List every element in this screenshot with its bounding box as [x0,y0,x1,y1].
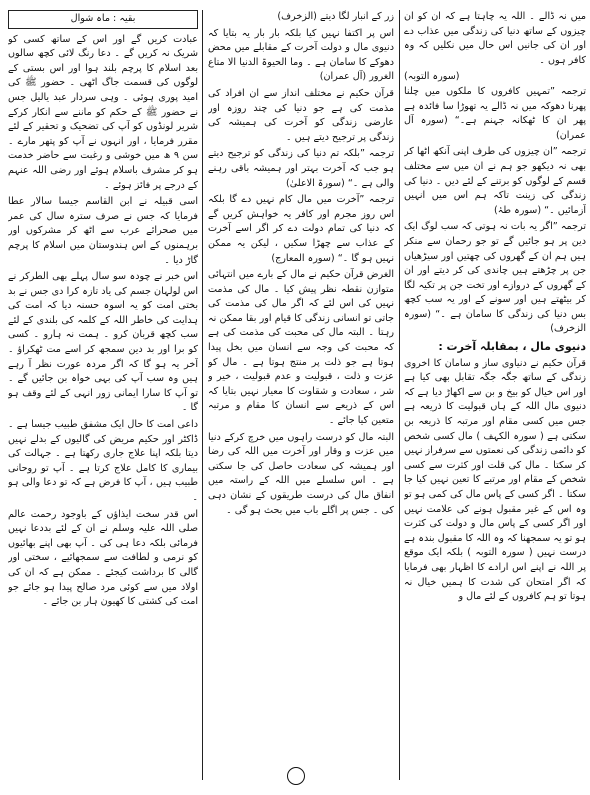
paragraph: البتہ مال کو درست راہوں میں خرچ کرکے دنیا میں عزت و وقار اور آخرت میں اللہ کی رضا اور ہمیشہ کی سعادت حاصل کی جا سکتی ہے ۔ اس سلسلے میں اللہ کے راستہ میں انفاق مال کی درست طریقوں کے نشان دہی کی ۔ جس پر اگلے باب میں بحث ہو گی ۔ [208,431,394,516]
paragraph: ترجمہ ”آخرت میں مال کام نہیں دے گا بلکہ اس روز مجرم اور کافر یہ خواہش کریں گے کہ دنیا کی تمام دولت دے کر اگر اسے آخرت کے عذاب سے چھڑا سکیں ، لیکن یہ ممکن نہیں ہو گا ۔“ (سورہ المعارج) [208,194,394,264]
citation: (سورہ التوبہ) [404,71,460,83]
paragraph: قرآن حکیم نے مختلف انداز سے ان افراد کی مذمت کی ہے جو دنیا کی چند روزہ اور عارضی زندگی کو آخرت کی ہمیشہ کی زندگی پر ترجیح دیتے ہیں ۔ [208,87,394,143]
paragraph: الغرض قرآن حکیم نے مال کے بارے میں انتہائی متوازن نقطہ نظر پیش کیا ۔ مال کی مذمت نہیں کی اس لئے کہ اگر مال کی مذمت کی جاتی تو انسانی زندگی کا قیام اور بقا ممکن نہ رہتا ۔ البتہ مال کی محبت کی مذمت کی ہے کہ محبت کی وجہ سے انسان میں بخل پیدا ہوتا ہے جو ذلت پر منتج ہوتا ہے ۔ مال کو عزت و ذلت ، قبولیت و عدم قبولیت ، خیر و شر ، سعادت و شقاوت کا معیار نہیں بتایا کہ اس کے ذریعے سے انسان کا مقام و مرتبہ متعین کیا جائے ۔ [208,269,394,427]
column-right [404,10,586,775]
column-divider [399,10,400,780]
page-number-circle [287,767,305,785]
paragraph: اس قدر سخت ایذاؤں کے باوجود رحمت عالم صلی اللہ علیہ وسلم نے ان کے لئے بددعا نہیں فرمائی بلکہ دعا ہی کی ۔ آپ بھی اپنے بھائیوں کو نرمی و لطافت سے سمجھائیے ، سختی اور گالی کا برداشت کیجئے ۔ ممکن ہے کہ ان کی اولاد میں سے کوئی مرد صالح پیدا ہو جائے جو امت کی کشتی کا کھیون ہار بن جائے ۔ [8,508,198,608]
paragraph: قرآن حکیم نے دنیاوی ساز و سامان کا اخروی زندگی کے ساتھ جگہ جگہ تقابل بھی کیا ہے اور اس خیال کو بیخ و بن سے اکھاڑ دیا ہے کہ دنیوی مال اللہ کے ہاں قبولیت کا ذریعہ ہے جس میں کسی مقام اور مرتبہ کا ذریعہ بن سکتی ہے ( سورہ الکہف ) مال کسی شخص کو دائمی زندگی کی نعمتوں سے سرفراز نہیں کر سکتا ۔ مال کی قلت اور کثرت سے کسی شخص کے مقام اور مرتبے کا تعین نہیں کیا جا سکتا ۔ اگر کسی کے پاس مال کی کمی ہو تو وہ اس کے غیر مقبول ہونے کی علامت نہیں اور اگر کسی کے پاس مال و دولت کی کثرت ہو تو یہ سمجھنا کہ وہ اللہ کا مقبول بندہ ہے درست نہیں ( سورہ التوبہ ) بلکہ ایک موقع پر اللہ نے اپنے اس ارادے کا اظہار بھی فرمایا کہ اگر امتحان کی شدت کا ہمیں خیال نہ ہوتا تو ہم کافروں کے لئے مال و [404,357,586,603]
column-divider [202,10,203,780]
paragraph: عبادت کریں گے اور اس کے ساتھ کسی کو شریک نہ کریں گے ۔ دعا رنگ لائی کچھ سالوں بعد اسلام کا پرچم بلند ہوا اور اس بستی کے لوگوں کی قسمت جاگ اٹھی ۔ حضور ﷺ کی امید پوری ہوئی ۔ وہی سردار عبد یالیل جس نے حضور ﷺ کے حکم کو ماننے سے انکار کرکے شریر لونڈوں کو آپ کی تضحیک و تحقیر کے لئے مقرر فرمایا ، اور انہوں نے آپ کو پتھر مارے ۔ سن ۹ ھ میں خوشی و رغبت سے حاضر خدمت ہو کر مشرف باسلام ہوئے اور رضی اللہ عنہم کے درجے پر فائز ہوئے ۔ [8,33,198,191]
section-heading: دنیوی مال ، بمقابلہ آخرت : [438,340,586,354]
paragraph: زر کے انبار لگا دیتے (الزخرف) [277,11,394,22]
paragraph: ترجمہ ”بلکہ تم دنیا کی زندگی کو ترجیح دیتے ہو جب کہ آخرت بہتر اور ہمیشہ باقی رہنے والی ہے ۔“ (سورۃ الاعلیٰ) [208,148,394,189]
continuation-label: بقیہ : ماہ شوال [8,10,198,29]
paragraph: ترجمہ ”تمہیں کافروں کا ملکوں میں چلنا پھرنا دھوکہ میں نہ ڈالے یہ تھوڑا سا فائدہ ہے پھر ان کا ٹھکانہ جہنم ہے۔“ (سورہ آل عمران) [404,85,586,141]
paragraph: ترجمہ ”اگر یہ بات نہ ہوتی کہ سب لوگ ایک دین پر ہو جائیں گے تو جو رحمان سے منکر ہیں ہم ان کے گھروں کی چھتیں اور سیڑھیاں جن پر چڑھتے ہیں چاندی کی کر دیتے اور ان کے گھروں کے دروازے اور تخت جن پر تکیہ لگا کر بیٹھتے ہیں اور سونے کے اور یہ سب کچھ بس دنیا کی زندگی کا سامان ہے ۔“ (سورہ الزخرف) [404,221,586,335]
paragraph: اس خبر نے چودہ سو سال پہلے بھی الطرکر نے اس لولہان جسم کی یاد تازہ کرا دی جس نے بد بختی امت کو یہ اسوہ حسنہ دیا کہ امت کی ہدایت کی خاطر اللہ کے کلمہ کی بلندی کے لئے سب کچھ قربان کرو ۔ ہمت نہ ہارو ۔ کسی کو برا اور بد دین سمجھ کر اسے مت ٹھکراؤ ۔ آخر یہ ہو گا کہ اگر مردہ عورت نظر آ رہے ہیں وہ سب آپ کی بہی خواہ بن جائیں گے ۔ تو آپ کا سارا ایمانی زور انہی کے لئے وقف ہو گا ۔ [8,271,198,414]
paragraph: اسی قبیلہ نے ابن القاسم جیسا سالار عطا فرمایا کہ جس نے صرف سترہ سال کی عمر میں صحرائے عرب سے اٹھ کر مشرکوں اور برہمنوں کے اس ہندوستان میں اسلام کا پرچم گاڑ دیا ۔ [8,196,198,266]
paragraph: اس پر اکتفا نہیں کیا بلکہ بار بار یہ بتایا کہ دنیوی مال و دولت آخرت کے مقابلے میں محض دھوکے کا سامان ہے ۔ وما الحیوۃ الدنیا الا متاع الغرور (آل عمران) [208,27,394,83]
column-left [8,10,198,775]
paragraph: ترجمہ ”ان چیزوں کی طرف اپنی آنکھ اٹھا کر بھی نہ دیکھو جو ہم نے ان میں سے مختلف قسم کے لوگوں کو برتنے کے لئے دیں ۔ دنیا کی زندگی کی زینت تاکہ ہم اس میں انہیں آزمائیں ۔“ (سورہ طہٰ) [404,146,586,216]
column-middle [208,10,394,775]
paragraph: داعی امت کا حال ایک مشفق طبیب جیسا ہے ۔ ڈاکٹر اور حکیم مریض کی گالیوں کے بدلے نہیں دیتا بلکہ اپنا علاج جاری رکھتا ہے ۔ جہالت کی بیماری کا کامل علاج کرتا ہے ۔ آپ تو روحانی طبیب ہیں ، آپ کا فرض ہے کہ تو دعا والی ہو ۔ [8,419,198,503]
paragraph: میں نہ ڈالے ۔ اللہ یہ چاہتا ہے کہ ان کو ان چیزوں کے ساتھ دنیا کی زندگی میں عذاب دے اور ان کی جانیں اس حال میں نکلیں کہ وہ کافر ہوں ۔ [404,11,586,66]
